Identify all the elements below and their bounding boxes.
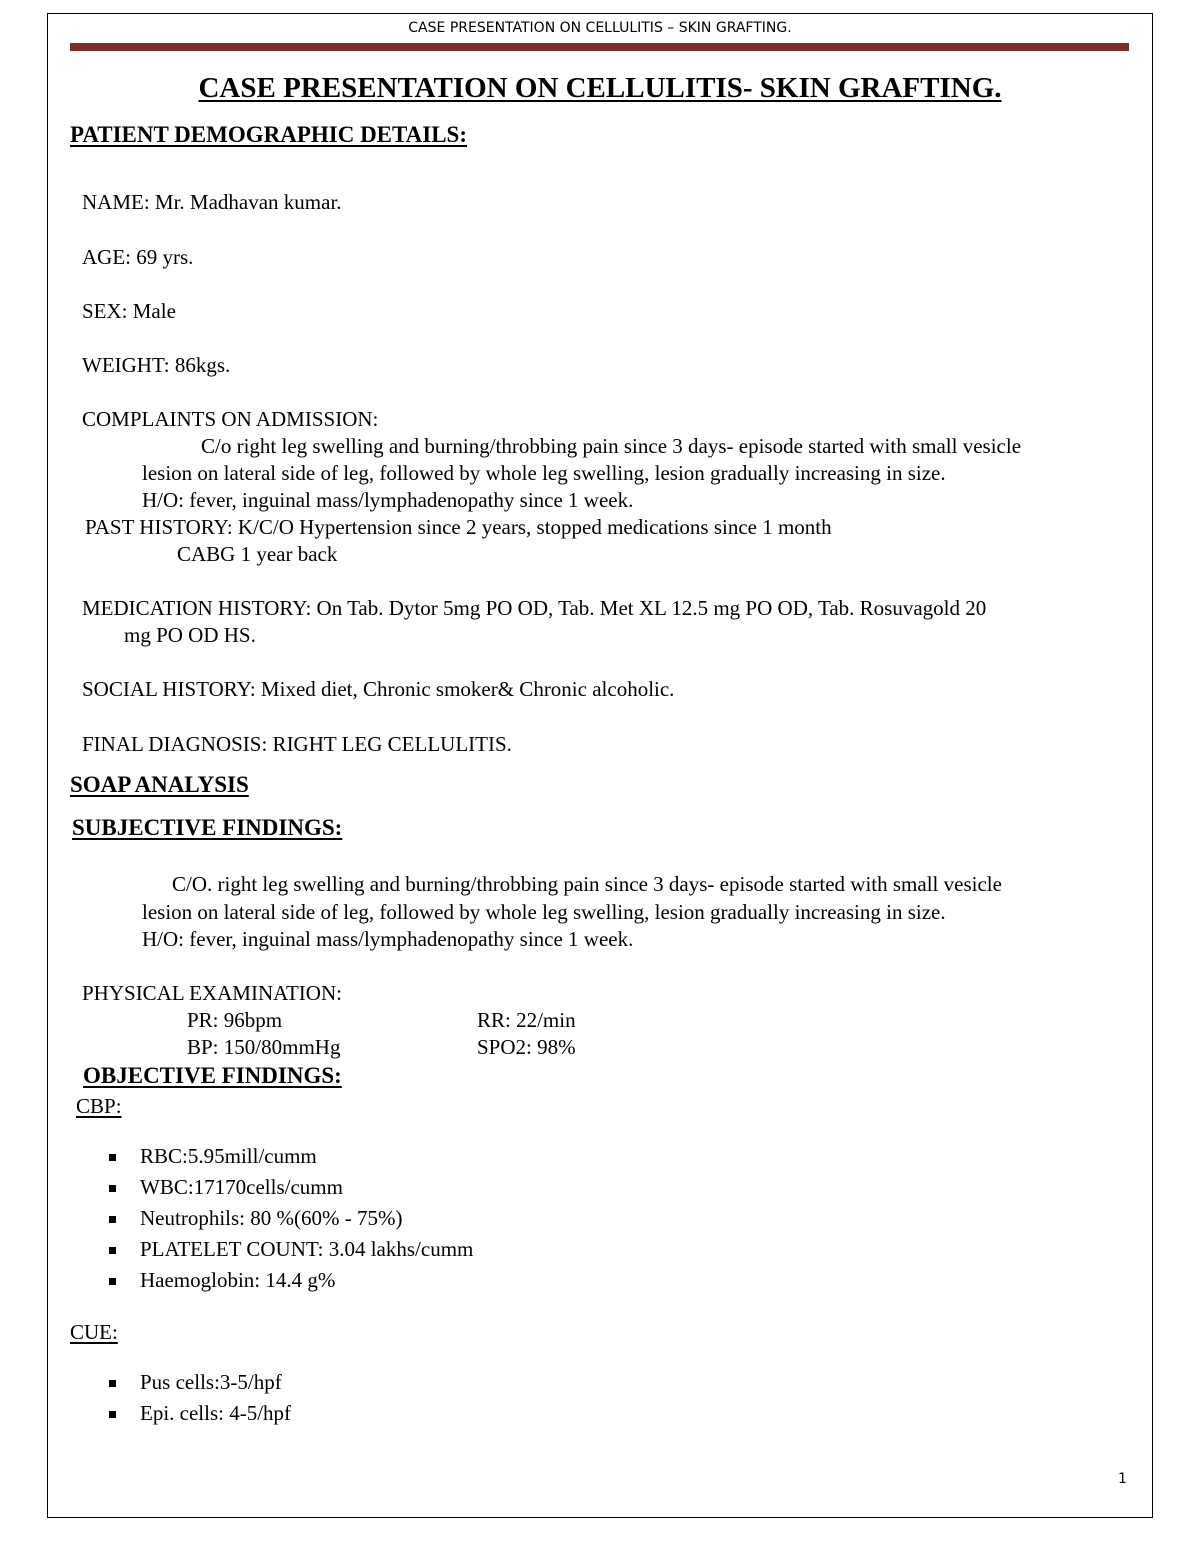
- subjective-line-2: lesion on lateral side of leg, followed by whole leg swelling, lesion gradually increasing in size.: [142, 900, 946, 924]
- cue-list: [109, 1370, 291, 1432]
- spo2: SPO2: 98%: [477, 1035, 576, 1059]
- cue-label: CUE:: [70, 1320, 118, 1344]
- list-item: PLATELET COUNT: 3.04 lakhs/cumm: [109, 1237, 473, 1268]
- final-diagnosis: FINAL DIAGNOSIS: RIGHT LEG CELLULITIS.: [82, 732, 512, 756]
- list-item: RBC:5.95mill/cumm: [109, 1144, 473, 1175]
- past-history-cabg: CABG 1 year back: [177, 542, 338, 566]
- cbp-label: CBP:: [76, 1094, 122, 1118]
- complaints-line-3: H/O: fever, inguinal mass/lymphadenopathy since 1 week.: [142, 488, 634, 512]
- list-item: Pus cells:3-5/hpf: [109, 1370, 291, 1401]
- list-item: Haemoglobin: 14.4 g%: [109, 1268, 473, 1299]
- patient-weight: WEIGHT: 86kgs.: [82, 353, 231, 377]
- list-item: Neutrophils: 80 %(60% - 75%): [109, 1206, 473, 1237]
- social-history: SOCIAL HISTORY: Mixed diet, Chronic smoker& Chronic alcoholic.: [82, 677, 675, 701]
- patient-sex: SEX: Male: [82, 299, 176, 323]
- complaints-line-1: C/o right leg swelling and burning/throbbing pain since 3 days- episode started with small vesicle: [201, 434, 1022, 458]
- medication-history-cont: mg PO OD HS.: [124, 623, 256, 647]
- physical-exam-label: PHYSICAL EXAMINATION:: [82, 981, 342, 1005]
- blood-pressure: BP: 150/80mmHg: [187, 1035, 341, 1059]
- subjective-line-3: H/O: fever, inguinal mass/lymphadenopathy since 1 week.: [142, 927, 634, 951]
- document-title: CASE PRESENTATION ON CELLULITIS- SKIN GRAFTING.: [198, 72, 1002, 104]
- patient-age: AGE: 69 yrs.: [82, 245, 194, 269]
- respiratory-rate: RR: 22/min: [477, 1008, 576, 1032]
- objective-heading: OBJECTIVE FINDINGS:: [83, 1063, 342, 1088]
- patient-name: NAME: Mr. Madhavan kumar.: [82, 190, 342, 214]
- subjective-heading: SUBJECTIVE FINDINGS:: [72, 815, 343, 840]
- pulse-rate: PR: 96bpm: [187, 1008, 283, 1032]
- subjective-line-1: C/O. right leg swelling and burning/throbbing pain since 3 days- episode started with small vesicle: [172, 872, 1002, 896]
- page-number: 1: [1118, 1471, 1127, 1487]
- running-header: CASE PRESENTATION ON CELLULITIS – SKIN GRAFTING.: [408, 20, 792, 36]
- soap-heading: SOAP ANALYSIS: [70, 772, 249, 797]
- medication-history: MEDICATION HISTORY: On Tab. Dytor 5mg PO OD, Tab. Met XL 12.5 mg PO OD, Tab. Rosuvagold 20: [82, 596, 987, 620]
- list-item: WBC:17170cells/cumm: [109, 1175, 473, 1206]
- demographics-heading: PATIENT DEMOGRAPHIC DETAILS:: [70, 122, 468, 147]
- past-history: PAST HISTORY: K/C/O Hypertension since 2 years, stopped medications since 1 month: [85, 515, 832, 539]
- complaints-label: COMPLAINTS ON ADMISSION:: [82, 407, 379, 431]
- list-item: Epi. cells: 4-5/hpf: [109, 1401, 291, 1432]
- header-rule: [70, 43, 1129, 51]
- complaints-line-2: lesion on lateral side of leg, followed by whole leg swelling, lesion gradually increasing in size.: [142, 461, 946, 485]
- cbp-list: [109, 1144, 473, 1299]
